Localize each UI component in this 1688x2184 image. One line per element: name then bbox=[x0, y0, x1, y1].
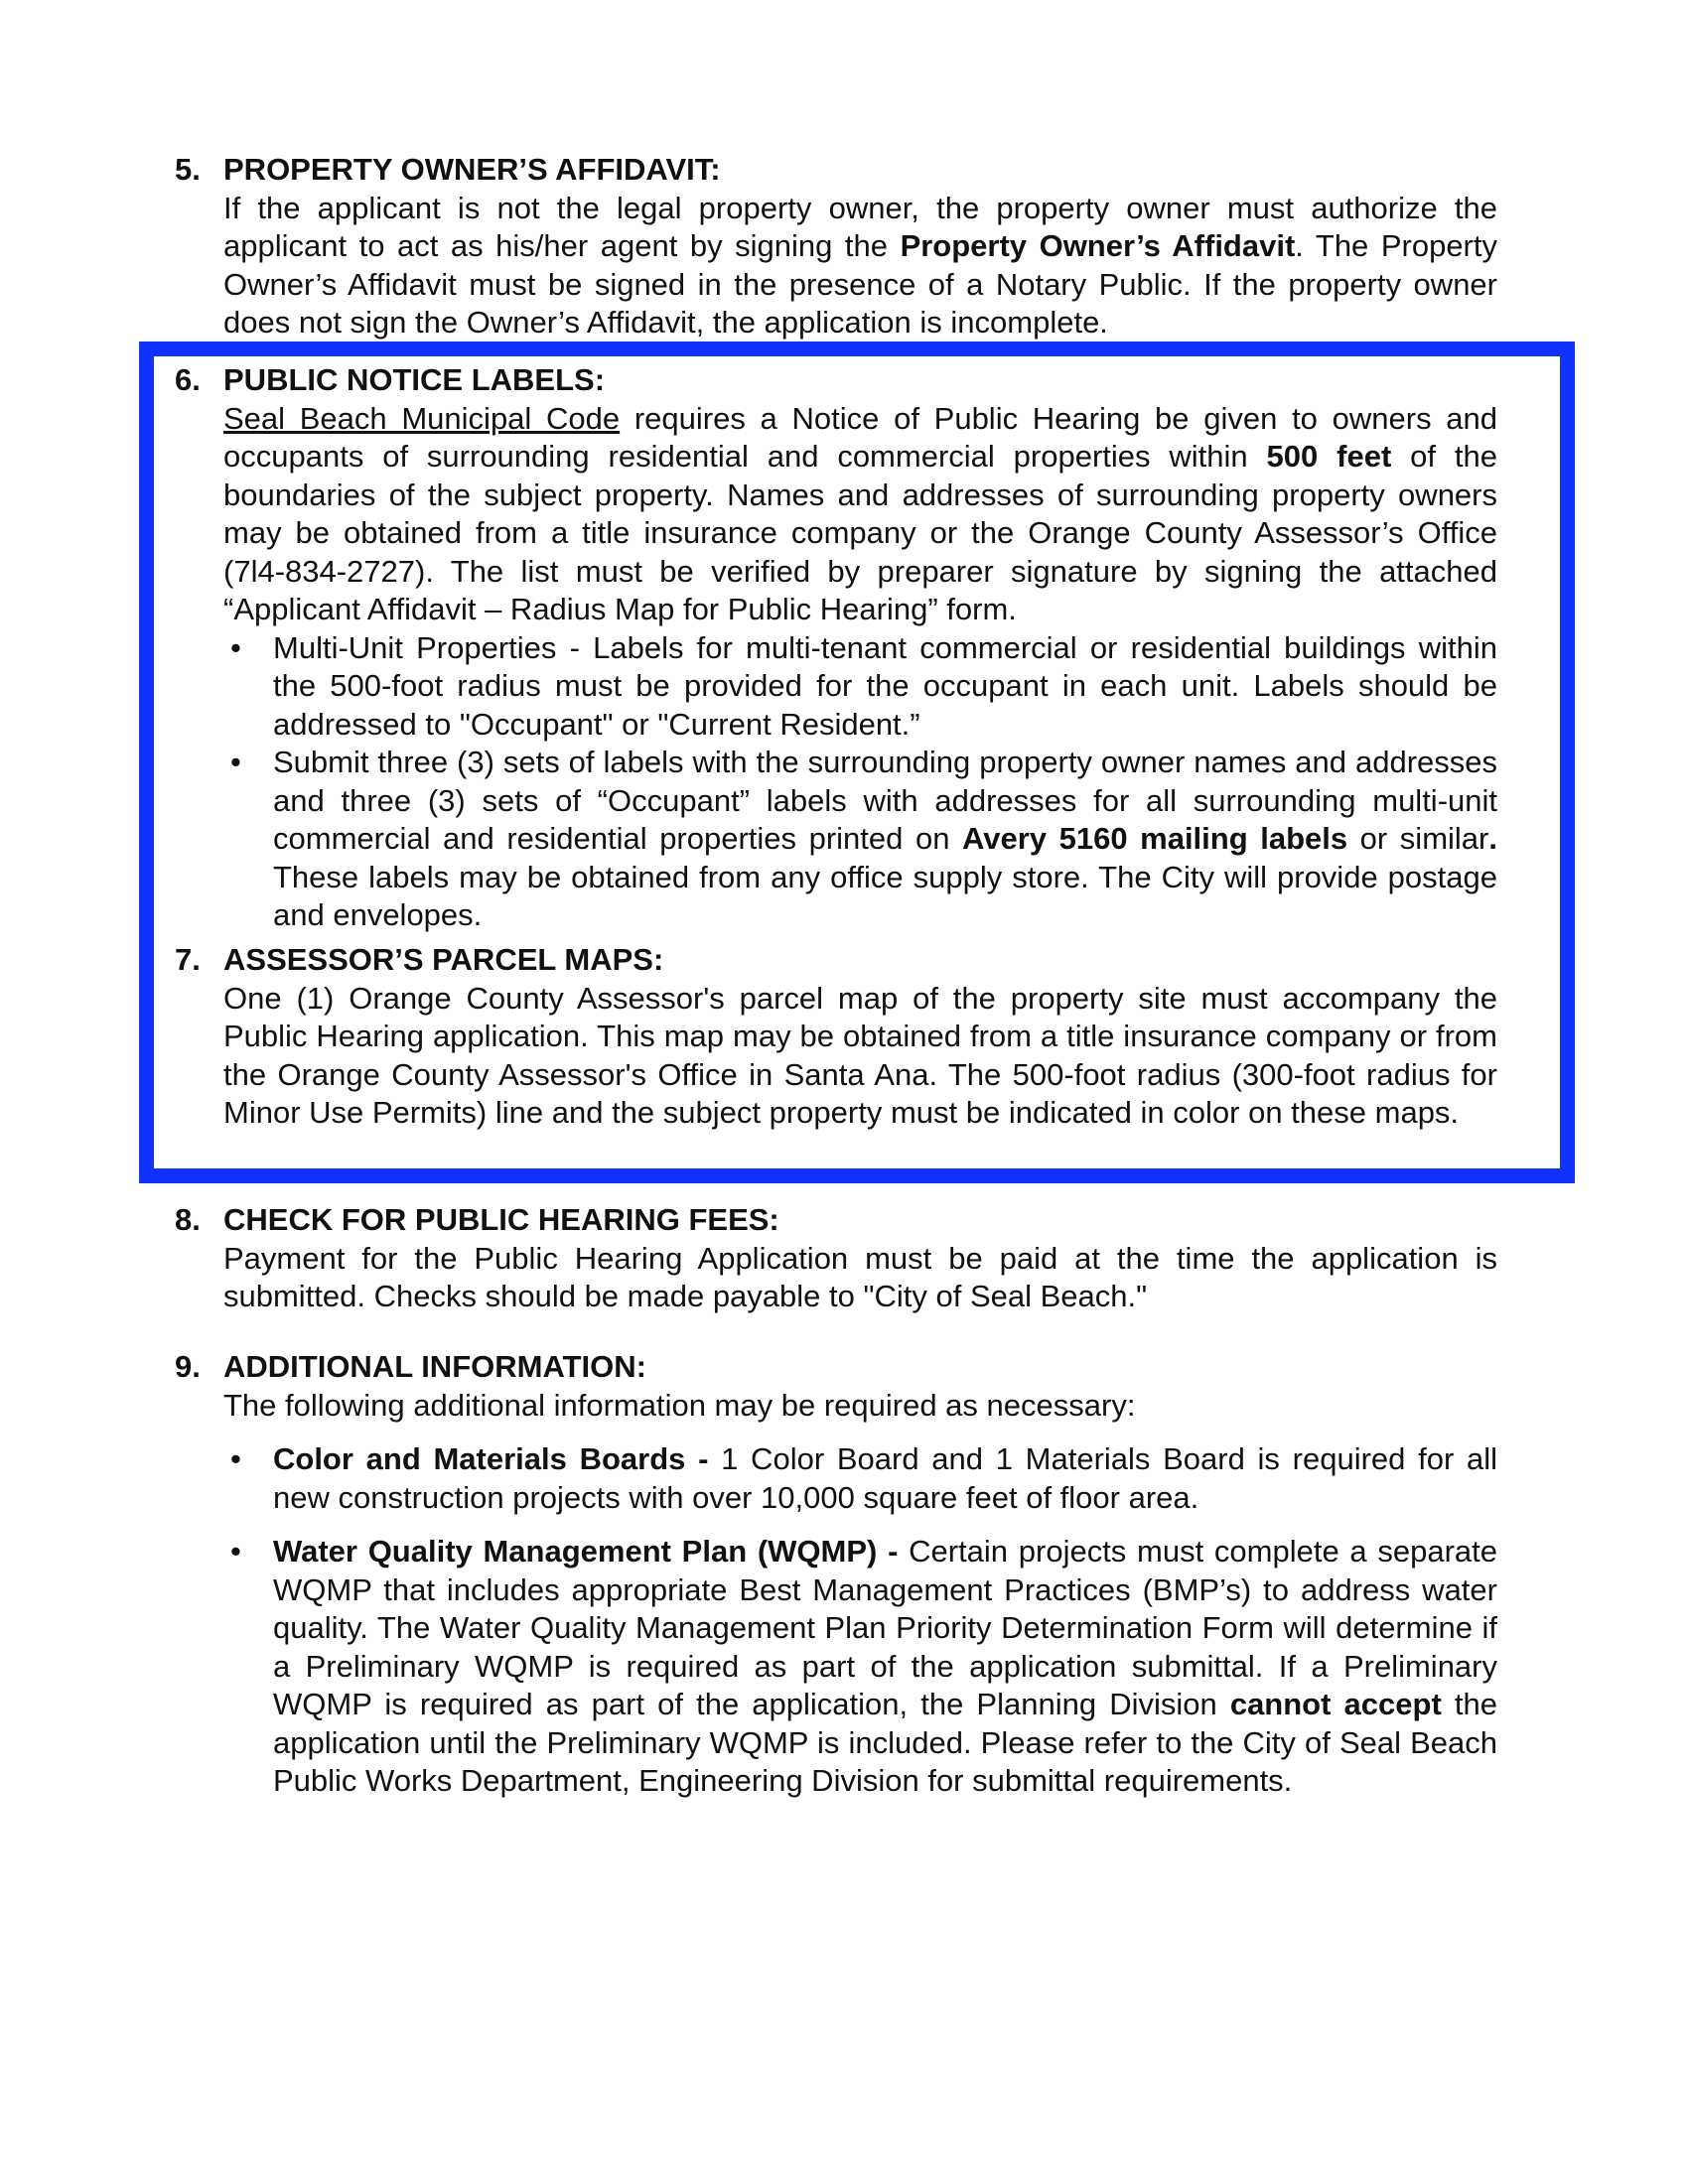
bullet-list bbox=[175, 1440, 1497, 1801]
list-item-bold-text: Color and Materials Boards - bbox=[273, 1441, 709, 1476]
body-bold-text: 500 feet bbox=[1266, 439, 1392, 474]
section-title: PUBLIC NOTICE LABELS: bbox=[223, 362, 606, 397]
section-number: 7. bbox=[175, 942, 201, 977]
section-heading bbox=[175, 941, 1497, 980]
section-number: 8. bbox=[175, 1202, 201, 1237]
municipal-code-link[interactable]: Seal Beach Municipal Code bbox=[223, 400, 621, 436]
section-number: 6. bbox=[175, 362, 201, 397]
list-item-bold-text: Water Quality Management Plan (WQMP) - bbox=[273, 1534, 899, 1569]
section-assessors-parcel-maps bbox=[175, 941, 1497, 1133]
bullet-icon: • bbox=[230, 1441, 241, 1476]
list-item-text: Multi-Unit Properties - Labels for multi-tenant commercial or residential buildings within the 500-foot radius must be provided for the occupant in each unit. Labels should be addressed to "Occupant" or "Current Resident.” bbox=[273, 629, 1497, 742]
list-item-text: These labels may be obtained from any office supply store. The City will provide postage and envelopes. bbox=[273, 859, 1497, 932]
list-item-text: Submit three (3) sets of labels with the surrounding property owner names and addresses and three (3) sets of “Occupant” labels with addresses for all surrounding multi-unit commercial and residential properties printed on bbox=[273, 745, 1497, 856]
section-body bbox=[223, 400, 1497, 629]
section-body: Payment for the Public Hearing Application must be paid at the time the application is submitted. Checks should be made payable to "City of Seal Beach." bbox=[223, 1240, 1497, 1313]
body-text: requires a Notice of Public Hearing be given to owners and occupants of surrounding residential and commercial properties within bbox=[223, 400, 1498, 474]
section-public-notice-labels bbox=[175, 361, 1497, 935]
section-title: ADDITIONAL INFORMATION: bbox=[223, 1349, 646, 1384]
list-item bbox=[230, 744, 1497, 935]
list-item-text: the application until the Preliminary WQMP is included. Please refer to the City of Seal Beach Public Works Department, Engineering Division for submittal requirements. bbox=[273, 1687, 1497, 1798]
body-text: If the applicant is not the legal property owner, the property owner must authorize the applicant to act as his/her agent by signing the bbox=[223, 190, 1497, 263]
list-item bbox=[230, 629, 1497, 745]
section-body: One (1) Orange County Assessor's parcel map of the property site must accompany the Public Hearing application. This map may be obtained from a title insurance company or from the Orange County Assessor's Office in Santa Ana. The 500-foot radius (300-foot radius for Minor Use Permits) line and the subject property must be indicated in color on these maps. bbox=[223, 980, 1497, 1130]
body-bold-text: Property Owner’s Affidavit bbox=[900, 228, 1296, 263]
list-item-text: or similar bbox=[1347, 821, 1489, 856]
section-number: 9. bbox=[175, 1349, 201, 1384]
list-item-bold-text: . bbox=[1488, 821, 1497, 856]
section-public-hearing-fees bbox=[175, 1201, 1497, 1316]
list-item-text: 1 Color Board and 1 Materials Board is required for all new construction projects with over 10,000 square feet of floor area. bbox=[273, 1441, 1497, 1515]
section-intro: The following additional information may be required as necessary: bbox=[223, 1387, 1136, 1423]
section-title: ASSESSOR’S PARCEL MAPS: bbox=[223, 942, 664, 977]
list-item bbox=[230, 1533, 1497, 1801]
section-property-owners-affidavit bbox=[175, 151, 1497, 342]
list-item-bold-text: Avery 5160 mailing labels bbox=[962, 821, 1348, 856]
list-item bbox=[230, 1440, 1497, 1517]
section-heading bbox=[175, 151, 1497, 190]
section-heading bbox=[175, 361, 1497, 400]
section-number: 5. bbox=[175, 152, 201, 187]
list-item-bold-text: cannot accept bbox=[1229, 1687, 1442, 1721]
section-additional-information bbox=[175, 1348, 1497, 1801]
list-item-text: Certain projects must complete a separate WQMP that includes appropriate Best Management Practices (BMP’s) to address water quality. The Water Quality Management Plan Priority Determination Form will determine if a Preliminary WQMP is required as part of the application submittal. If a Preliminary WQMP is required as part of the application, the Planning Division bbox=[273, 1534, 1497, 1721]
section-heading bbox=[175, 1348, 1497, 1387]
bullet-icon: • bbox=[230, 629, 241, 665]
bullet-list bbox=[175, 629, 1497, 935]
body-text: . The Property Owner’s Affidavit must be signed in the presence of a Notary Public. If the property owner does not sign the Owner’s Affidavit, the application is incomplete. bbox=[223, 228, 1497, 340]
section-body bbox=[223, 190, 1497, 342]
bullet-icon: • bbox=[230, 745, 241, 779]
section-heading bbox=[175, 1201, 1497, 1240]
body-text: of the boundaries of the subject property. Names and addresses of surrounding property owners may be obtained from a title insurance company or the Orange County Assessor’s Office (7l4-834-2727). The list must be verified by preparer signature by signing the attached “Applicant Affidavit – Radius Map for Public Hearing” form. bbox=[223, 439, 1497, 626]
section-title: CHECK FOR PUBLIC HEARING FEES: bbox=[223, 1202, 779, 1237]
section-title: PROPERTY OWNER’S AFFIDAVIT: bbox=[223, 152, 721, 187]
bullet-icon: • bbox=[230, 1534, 241, 1569]
